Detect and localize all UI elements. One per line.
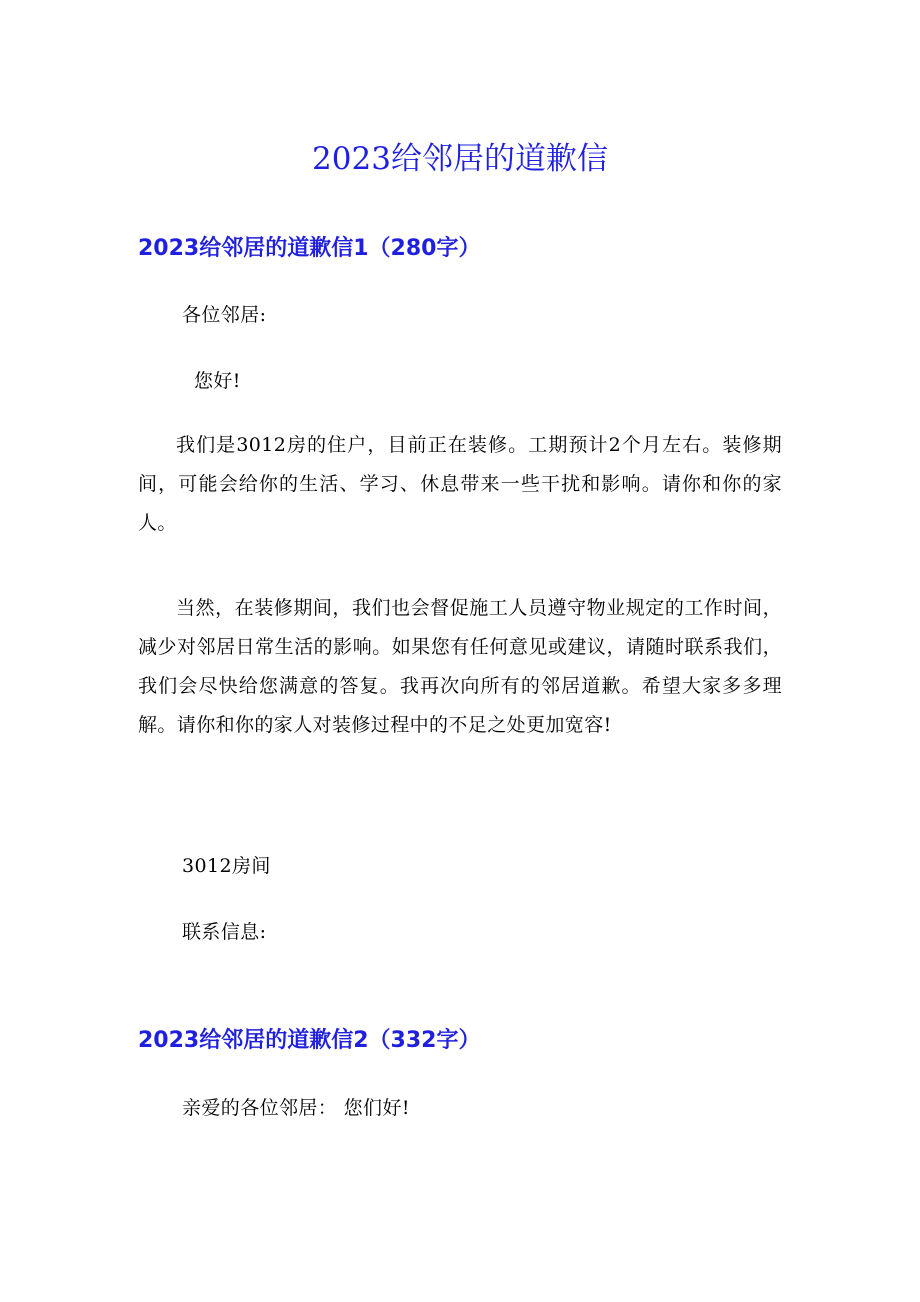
- document-title: 2023给邻居的道歉信: [312, 141, 608, 177]
- letter1-salutation: 各位邻居:: [182, 304, 267, 326]
- letter1-paragraph-2: 当然，在装修期间，我们也会督促施工人员遵守物业规定的工作时间，减少对邻居日常生活的影响。如果您有任何意见或建议，请随时联系我们，我们会尽快给您满意的答复。我再次向所有的邻居道歉。希望大家多多理解。请你和你的家人对装修过程中的不足之处更加宽容!: [138, 597, 782, 736]
- letter1-contact: 联系信息:: [182, 921, 267, 943]
- letter1-signature: 3012房间: [182, 855, 271, 877]
- letter2-heading: 2023给邻居的道歉信2（332字）: [138, 1028, 481, 1053]
- letter1-heading: 2023给邻居的道歉信1（280字）: [138, 236, 481, 261]
- letter1-greeting: 您好!: [194, 370, 241, 392]
- letter2-opening: 亲爱的各位邻居： 您们好!: [182, 1097, 410, 1119]
- letter1-paragraph-1: 我们是3012房的住户，目前正在装修。工期预计2个月左右。装修期间，可能会给你的生活、学习、休息带来一些干扰和影响。请你和你的家人。: [138, 434, 782, 534]
